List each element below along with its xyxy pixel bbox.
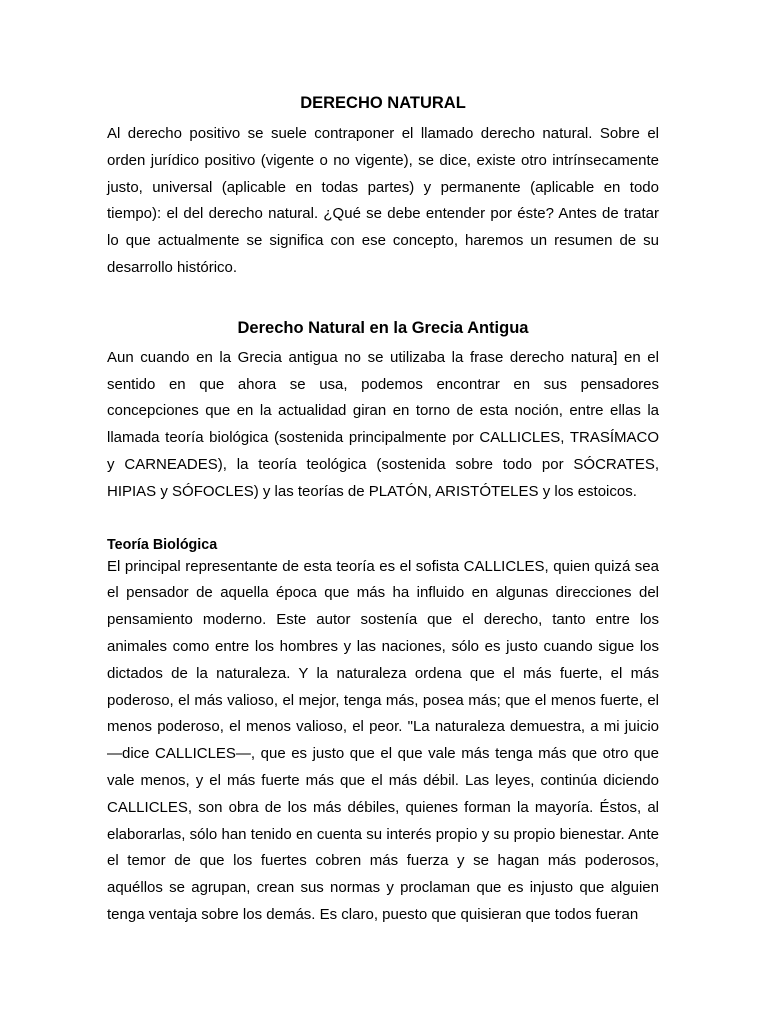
section-paragraph: Aun cuando en la Grecia antigua no se utilizaba la frase derecho natura] en el sentido en que ahora se usa, podemos encontrar en sus pensadores concepciones que en la actualidad giran en torno de esta noción, entre ellas la llamada teoría biológica (sostenida principalmente por CALLICLES, TRASÍMACO y CARNEADES), la teoría teológica (sostenida sobre todo por SÓCRATES, HIPIAS y SÓFOCLES) y las teorías de PLATÓN, ARISTÓTELES y los estoicos. — [107, 348, 659, 500]
intro-paragraph: Al derecho positivo se suele contraponer el llamado derecho natural. Sobre el orden jurídico positivo (vigente o no vigente), se dice, existe otro intrínsecamente justo, universal (aplicable en todas partes) y permanente (aplicable en todo tiempo): el del derecho natural. ¿Qué se debe entender por éste? Antes de tratar lo que actualmente se significa con ese concepto, haremos un resumen de su desarrollo histórico. — [107, 125, 659, 276]
document-body — [107, 91, 659, 929]
section-heading: Derecho Natural en la Grecia Antigua — [237, 318, 529, 337]
document-title: DERECHO NATURAL — [300, 94, 466, 112]
subsection-paragraph: El principal representante de esta teoría es el sofista CALLICLES, quien quizá sea el pensador de aquella época que más ha influido en algunas direcciones del pensamiento moderno. Este autor sostenía que el derecho, tanto entre los animales como entre los hombres y las naciones, sólo es justo cuando sigue los dictados de la naturaleza. Y la naturaleza ordena que el más fuerte, el más poderoso, el más valioso, el mejor, tenga más, posea más; que el menos fuerte, el menos poderoso, el menos valioso, el peor. "La naturaleza demuestra, a mi juicio —dice CALLICLES—, que es justo que el que vale más tenga más que otro que vale menos, y el más fuerte más que el más débil. Las leyes, continúa diciendo CALLICLES, son obra de los más débiles, quienes forman la mayoría. Éstos, al elaborarlas, sólo han tenido en cuenta su interés propio y su propio bienestar. Ante el temor de que los fuertes cobren más fuerza y se hagan más poderosos, aquéllos se agrupan, crean sus normas y proclaman que es injusto que alguien tenga ventaja sobre los demás. Es claro, puesto que quisieran que todos fueran — [107, 557, 659, 923]
subsection-heading: Teoría Biológica — [107, 536, 218, 553]
